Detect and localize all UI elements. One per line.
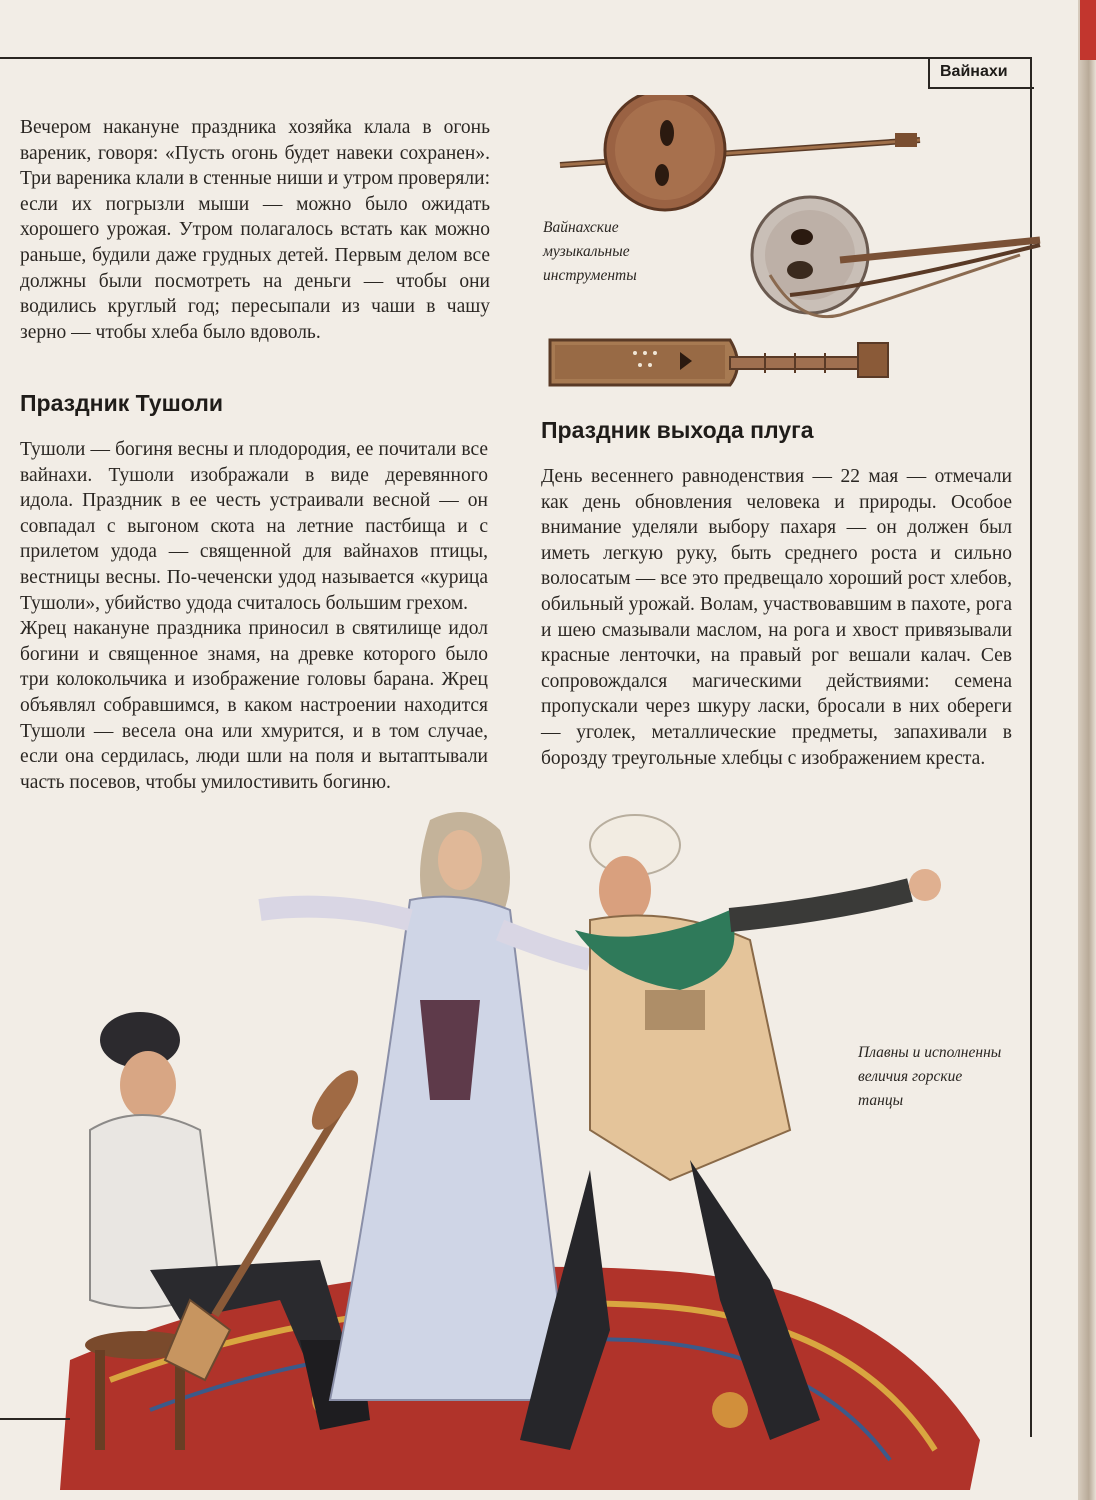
red-corner-mark bbox=[1080, 0, 1096, 60]
long-neck-lute-illustration bbox=[550, 340, 888, 385]
tusholi-text-block bbox=[20, 437, 488, 795]
intro-paragraph: Вечером накануне праздника хозяйка клала в огонь вареник, говоря: «Пусть огонь будет навеки сохранен». Три вареника клали в стенные ниши и утром проверяли: если их погрызли мыши — можно было ожидать хорошего урожая. Утром полагалось встать как можно раньше, будили даже грудных детей. Первым делом все должны были посмотреть на деньги — чтобы они водились круглый год; пересыпали из чаши в чашу зерно — чтобы хлеба было вдоволь. bbox=[20, 117, 490, 343]
page-edge bbox=[1078, 0, 1096, 1500]
instruments-caption: Вайнахские музыкальные инструменты bbox=[543, 219, 637, 284]
plough-heading: Праздник выхода плуга bbox=[541, 417, 814, 443]
dance-illustration bbox=[30, 800, 1010, 1490]
dance-caption: Плавны и исполненны величия горские танцы bbox=[858, 1044, 1002, 1109]
tusholi-paragraph-1: Тушоли — богиня весны и плодородия, ее почитали все вайнахи. Тушоли изображали в виде деревянного идола. Праздник в ее честь устраивали весной — он совпадал с выгоном скота на летние пастбища и с прилетом удода — священной для вайнахов птицы, вестницы весны. По-чеченски удод называется «курица Тушоли», убийство удода считалось большим грехом. bbox=[20, 439, 488, 614]
intro-paragraph-block bbox=[20, 115, 490, 345]
bottom-rule bbox=[0, 1418, 70, 1420]
plough-text-block bbox=[541, 464, 1012, 771]
header-rule bbox=[0, 57, 1032, 59]
tusholi-paragraph-2: Жрец накануне праздника приносил в святилище идол богини и священное знамя, на древке которого было три колокольчика и изображение головы барана. Жрец объявлял собравшимся, в каком настроении находится Тушоли — весела она или хмурится, и в том случае, если она сердилась, люди шли на поля и вытаптывали часть посевов, чтобы умилостивить богиню. bbox=[20, 618, 488, 793]
tusholi-heading: Праздник Тушоли bbox=[20, 390, 223, 416]
section-title: Вайнахи bbox=[940, 63, 1008, 80]
bowed-fiddle-illustration bbox=[752, 197, 1040, 317]
plough-paragraph: День весеннего равноденствия — 22 мая — отмечали как день обновления человека и природы. Особое внимание уделяли выбору пахаря — он должен был иметь легкую руку, быть среднего роста и сильно волосатым — все это предвещало хороший рост хлебов, обильный урожай. Волам, участвовавшим в пахоте, рога и шею смазывали маслом, на рога и хвост привязывали красные ленточки, на правый рог вешали калач. Сев сопровождался магическими действиями: семена пропускали через шкуру ласки, бросали в них обереги — уголек, металлические предметы, запахивали в борозду треугольные хлебцы с изображением креста. bbox=[541, 466, 1012, 769]
round-lute-illustration bbox=[560, 95, 920, 210]
